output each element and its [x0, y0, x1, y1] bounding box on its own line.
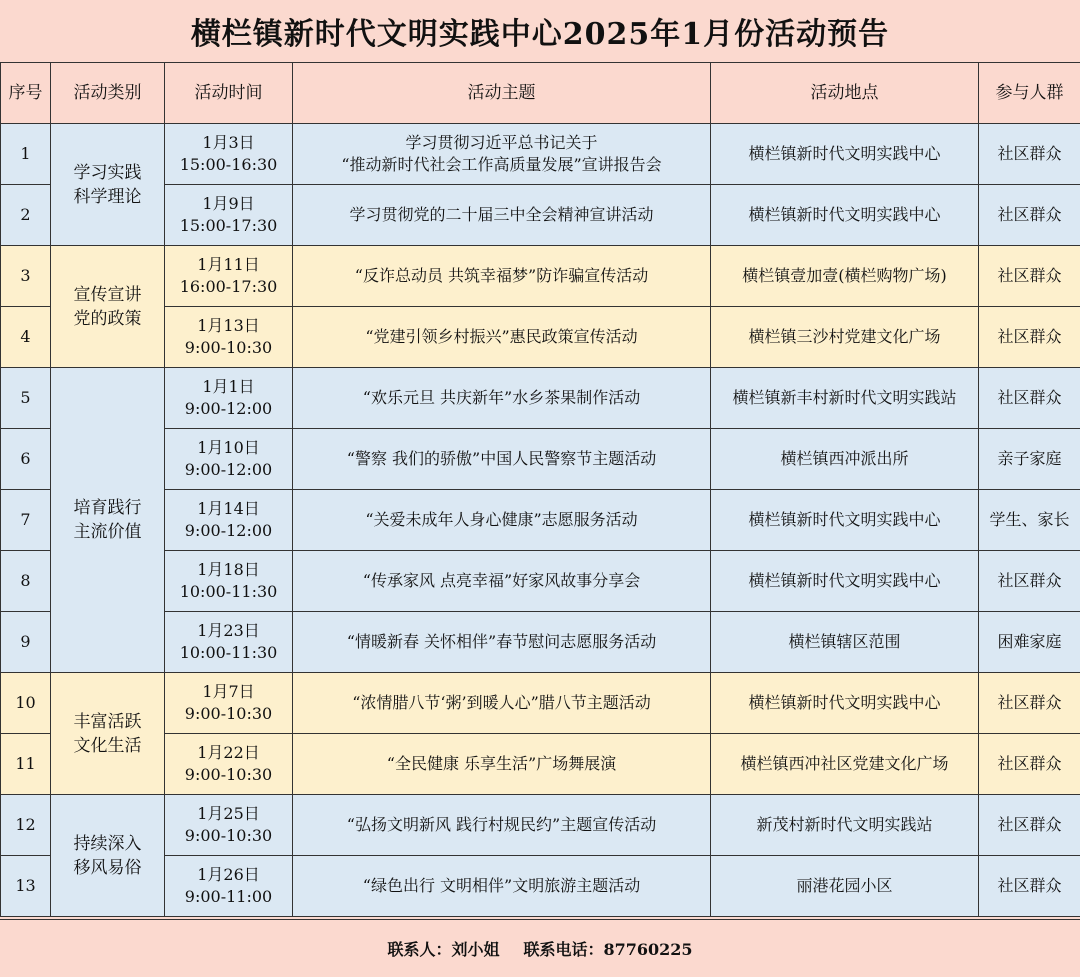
crowd-cell: 社区群众 — [979, 124, 1080, 185]
theme-cell: 学习贯彻党的二十届三中全会精神宣讲活动 — [293, 185, 711, 246]
time-cell — [165, 307, 293, 368]
category-line: 宣传宣讲 — [53, 283, 162, 307]
category-cell — [51, 246, 165, 368]
theme-cell: “全民健康 乐享生活”广场舞展演 — [293, 734, 711, 795]
table-header-row — [1, 63, 1080, 124]
time-cell — [165, 734, 293, 795]
crowd-cell: 社区群众 — [979, 673, 1080, 734]
crowd-cell: 社区群众 — [979, 795, 1080, 856]
date-text: 1月7日 — [167, 681, 290, 703]
theme-cell: “欢乐元旦 共庆新年”水乡茶果制作活动 — [293, 368, 711, 429]
crowd-cell: 社区群众 — [979, 856, 1080, 917]
category-line: 学习实践 — [53, 161, 162, 185]
time-text: 15:00-16:30 — [167, 154, 290, 176]
row-no: 11 — [1, 734, 51, 795]
row-no: 13 — [1, 856, 51, 917]
crowd-cell: 社区群众 — [979, 185, 1080, 246]
row-no: 7 — [1, 490, 51, 551]
place-cell: 横栏镇西冲社区党建文化广场 — [711, 734, 979, 795]
theme-cell: “关爱未成年人身心健康”志愿服务活动 — [293, 490, 711, 551]
date-text: 1月1日 — [167, 376, 290, 398]
crowd-cell: 亲子家庭 — [979, 429, 1080, 490]
crowd-cell: 社区群众 — [979, 246, 1080, 307]
date-text: 1月3日 — [167, 132, 290, 154]
place-cell: 横栏镇壹加壹(横栏购物广场) — [711, 246, 979, 307]
time-text: 9:00-10:30 — [167, 764, 290, 786]
theme-cell: “浓情腊八节‘粥’到暖人心”腊八节主题活动 — [293, 673, 711, 734]
date-text: 1月11日 — [167, 254, 290, 276]
row-no: 4 — [1, 307, 51, 368]
theme-cell: “党建引领乡村振兴”惠民政策宣传活动 — [293, 307, 711, 368]
date-text: 1月18日 — [167, 559, 290, 581]
category-cell — [51, 673, 165, 795]
header-theme: 活动主题 — [293, 63, 711, 124]
time-cell — [165, 856, 293, 917]
date-text: 1月23日 — [167, 620, 290, 642]
time-text: 9:00-12:00 — [167, 398, 290, 420]
time-text: 10:00-11:30 — [167, 642, 290, 664]
time-cell — [165, 429, 293, 490]
place-cell: 横栏镇新时代文明实践中心 — [711, 673, 979, 734]
crowd-cell: 社区群众 — [979, 551, 1080, 612]
time-text: 10:00-11:30 — [167, 581, 290, 603]
place-cell: 横栏镇新时代文明实践中心 — [711, 551, 979, 612]
date-text: 1月10日 — [167, 437, 290, 459]
theme-cell: “反诈总动员 共筑幸福梦”防诈骗宣传活动 — [293, 246, 711, 307]
crowd-cell: 困难家庭 — [979, 612, 1080, 673]
theme-cell: “绿色出行 文明相伴”文明旅游主题活动 — [293, 856, 711, 917]
place-cell: 横栏镇新时代文明实践中心 — [711, 185, 979, 246]
date-text: 1月26日 — [167, 864, 290, 886]
category-line: 移风易俗 — [53, 856, 162, 880]
theme-cell: “传承家风 点亮幸福”好家风故事分享会 — [293, 551, 711, 612]
time-text: 9:00-11:00 — [167, 886, 290, 908]
place-cell: 横栏镇三沙村党建文化广场 — [711, 307, 979, 368]
header-category: 活动类别 — [51, 63, 165, 124]
category-line: 文化生活 — [53, 734, 162, 758]
header-time: 活动时间 — [165, 63, 293, 124]
place-cell: 新茂村新时代文明实践站 — [711, 795, 979, 856]
row-no: 8 — [1, 551, 51, 612]
category-cell — [51, 368, 165, 673]
row-no: 3 — [1, 246, 51, 307]
header-place: 活动地点 — [711, 63, 979, 124]
table-row — [1, 124, 1080, 185]
schedule-table — [0, 62, 1080, 917]
time-cell — [165, 551, 293, 612]
time-cell — [165, 612, 293, 673]
row-no: 2 — [1, 185, 51, 246]
theme-cell — [293, 124, 711, 185]
row-no: 10 — [1, 673, 51, 734]
theme-cell: “弘扬文明新风 践行村规民约”主题宣传活动 — [293, 795, 711, 856]
time-text: 9:00-12:00 — [167, 459, 290, 481]
time-cell — [165, 368, 293, 429]
row-no: 1 — [1, 124, 51, 185]
category-line: 丰富活跃 — [53, 710, 162, 734]
place-cell: 横栏镇新时代文明实践中心 — [711, 490, 979, 551]
category-line: 科学理论 — [53, 185, 162, 209]
page-title: 横栏镇新时代文明实践中心2025年1月份活动预告 — [0, 0, 1080, 63]
row-no: 5 — [1, 368, 51, 429]
row-no: 12 — [1, 795, 51, 856]
theme-cell: “情暖新春 关怀相伴”春节慰问志愿服务活动 — [293, 612, 711, 673]
date-text: 1月13日 — [167, 315, 290, 337]
time-cell — [165, 246, 293, 307]
time-cell — [165, 185, 293, 246]
category-line: 党的政策 — [53, 307, 162, 331]
place-cell: 横栏镇西冲派出所 — [711, 429, 979, 490]
header-no: 序号 — [1, 63, 51, 124]
place-cell: 横栏镇新丰村新时代文明实践站 — [711, 368, 979, 429]
category-cell — [51, 124, 165, 246]
crowd-cell: 社区群众 — [979, 734, 1080, 795]
place-cell: 丽港花园小区 — [711, 856, 979, 917]
date-text: 1月25日 — [167, 803, 290, 825]
contact-footer — [0, 919, 1080, 977]
category-cell — [51, 795, 165, 917]
contact-phone: 联系电话：87760225 — [523, 937, 692, 960]
time-text: 15:00-17:30 — [167, 215, 290, 237]
crowd-cell: 社区群众 — [979, 368, 1080, 429]
place-cell: 横栏镇辖区范围 — [711, 612, 979, 673]
theme-text: “推动新时代社会工作高质量发展”宣讲报告会 — [295, 154, 708, 176]
table-row — [1, 795, 1080, 856]
time-cell — [165, 673, 293, 734]
time-cell — [165, 124, 293, 185]
date-text: 1月14日 — [167, 498, 290, 520]
time-text: 9:00-12:00 — [167, 520, 290, 542]
header-crowd: 参与人群 — [979, 63, 1080, 124]
date-text: 1月22日 — [167, 742, 290, 764]
place-cell: 横栏镇新时代文明实践中心 — [711, 124, 979, 185]
time-text: 9:00-10:30 — [167, 337, 290, 359]
contact-person: 联系人：刘小姐 — [387, 937, 499, 960]
theme-cell: “警察 我们的骄傲”中国人民警察节主题活动 — [293, 429, 711, 490]
date-text: 1月9日 — [167, 193, 290, 215]
time-text: 9:00-10:30 — [167, 825, 290, 847]
category-line: 持续深入 — [53, 832, 162, 856]
time-cell — [165, 490, 293, 551]
table-row — [1, 368, 1080, 429]
theme-text: 学习贯彻习近平总书记关于 — [295, 132, 708, 154]
time-cell — [165, 795, 293, 856]
table-row — [1, 673, 1080, 734]
time-text: 9:00-10:30 — [167, 703, 290, 725]
category-line: 主流价值 — [53, 520, 162, 544]
crowd-cell: 社区群众 — [979, 307, 1080, 368]
table-row — [1, 246, 1080, 307]
row-no: 6 — [1, 429, 51, 490]
time-text: 16:00-17:30 — [167, 276, 290, 298]
row-no: 9 — [1, 612, 51, 673]
category-line: 培育践行 — [53, 496, 162, 520]
crowd-cell: 学生、家长 — [979, 490, 1080, 551]
